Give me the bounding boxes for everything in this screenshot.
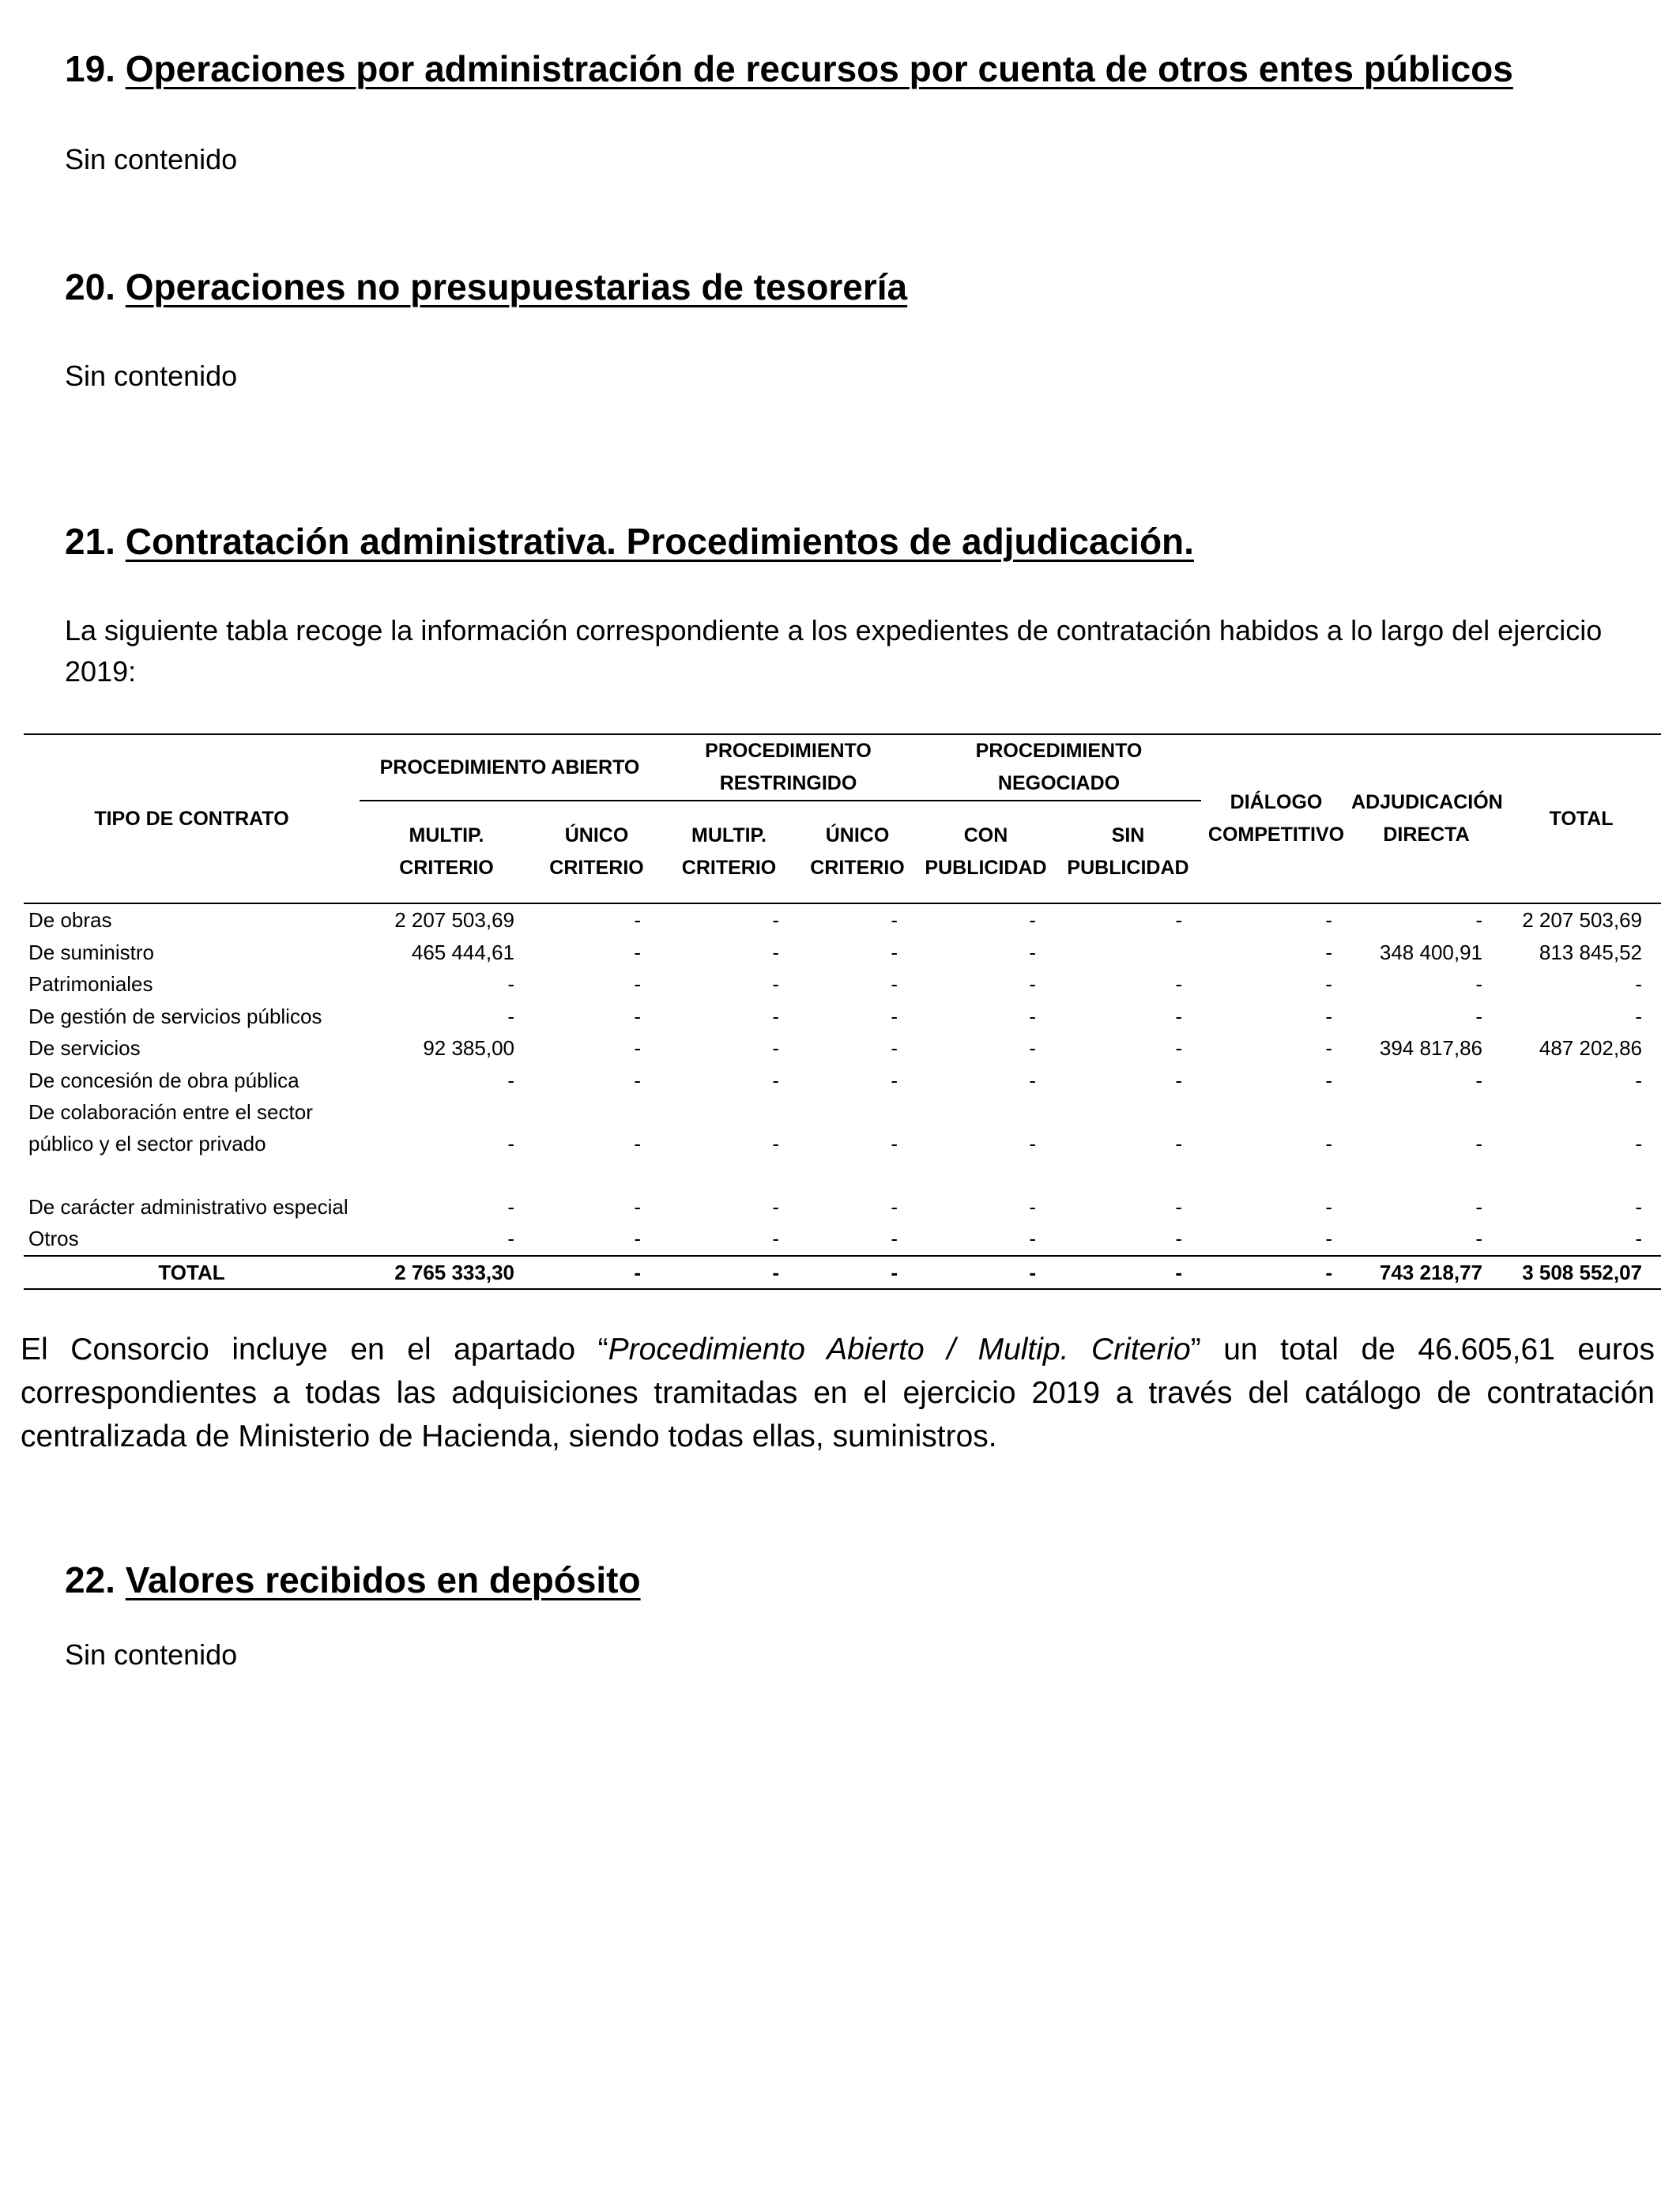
cell-abierto-multip: - — [507, 1132, 514, 1155]
note-text-after: ” un total de 46.605,61 euros correspondientes a todas las adquisiciones tramitadas en el ejercicio 2019 a través del catálogo de contratación centralizada de Ministerio de Hacienda, siendo todas ellas, suministros. — [21, 1333, 1655, 1453]
row-label: Otros — [28, 1227, 79, 1251]
cell-restringido-multip: - — [772, 908, 779, 933]
section-20-number: 20. — [65, 266, 115, 307]
cell-negociado-con-publicidad: - — [1029, 940, 1036, 964]
row-label: De suministro — [28, 940, 154, 964]
cell-negociado-con-publicidad: - — [1029, 1132, 1036, 1155]
section-19-body: Sin contenido — [65, 143, 238, 175]
subheader-abierto-unico: ÚNICO CRITERIO — [533, 801, 660, 903]
total-cell-negociado-con-publicidad: - — [917, 1256, 1055, 1289]
row-label: De gestión de servicios públicos — [28, 1004, 322, 1028]
cell-abierto-unico: - — [634, 908, 641, 933]
cell-restringido-unico: - — [891, 940, 898, 964]
table-row — [24, 1096, 1661, 1159]
note-text-italic: Procedimiento Abierto / Multip. Criterio — [608, 1333, 1191, 1367]
cell-total: - — [1635, 1132, 1643, 1155]
section-21-title: Contratación administrativa. Procedimientos de adjudicación. — [125, 521, 1194, 562]
cell-negociado-con-publicidad: - — [1029, 1004, 1036, 1028]
cell-abierto-unico: - — [634, 940, 641, 964]
cell-abierto-unico: - — [634, 1004, 641, 1028]
section-19-number: 19. — [65, 48, 115, 89]
contracts-table — [24, 733, 1661, 1290]
cell-negociado-sin-publicidad: - — [1175, 1195, 1183, 1219]
cell-adjudicacion-directa: - — [1475, 1004, 1483, 1028]
cell-abierto-unico: - — [634, 1036, 641, 1061]
row-label: De concesión de obra pública — [28, 1068, 299, 1092]
cell-restringido-unico: - — [891, 1132, 898, 1155]
total-row — [24, 1256, 1661, 1289]
cell-abierto-multip: 465 444,61 — [411, 940, 514, 964]
cell-total: 487 202,86 — [1539, 1036, 1643, 1061]
cell-restringido-unico: - — [891, 1004, 898, 1028]
note-text-before: El Consorcio incluye en el apartado “ — [21, 1333, 608, 1367]
cell-restringido-multip: - — [772, 972, 779, 997]
section-21-intro: La siguiente tabla recoge la información correspondiente a los expedientes de contratación habidos a lo largo del ejercicio 2019: — [65, 614, 1603, 688]
subheader-restringido-unico: ÚNICO CRITERIO — [798, 801, 917, 903]
total-cell-total: 3 508 552,07 — [1501, 1256, 1661, 1289]
cell-adjudicacion-directa: - — [1475, 972, 1483, 997]
cell-dialogo-competitivo: - — [1325, 1004, 1333, 1028]
cell-restringido-multip: - — [772, 1195, 779, 1219]
header-adjudicacion-directa: ADJUDICACIÓN DIRECTA — [1351, 734, 1501, 903]
cell-total: - — [1635, 1195, 1643, 1219]
cell-restringido-multip: - — [772, 1132, 779, 1155]
cell-total: - — [1635, 1068, 1643, 1092]
section-20-title: Operaciones no presupuestarias de tesorería — [125, 266, 908, 307]
cell-total: 813 845,52 — [1539, 940, 1643, 964]
cell-negociado-con-publicidad: - — [1029, 1195, 1036, 1219]
cell-negociado-sin-publicidad: - — [1175, 1132, 1183, 1155]
cell-dialogo-competitivo: - — [1325, 1068, 1333, 1092]
total-cell-restringido-multip: - — [660, 1256, 798, 1289]
cell-restringido-multip: - — [772, 1036, 779, 1061]
cell-abierto-unico: - — [634, 1132, 641, 1155]
total-cell-negociado-sin-publicidad: - — [1055, 1256, 1201, 1289]
section-20-heading — [65, 266, 907, 308]
section-22-heading — [65, 1559, 641, 1601]
cell-abierto-multip: 92 385,00 — [423, 1036, 514, 1061]
subheader-abierto-multip: MULTIP. CRITERIO — [360, 801, 533, 903]
table-row — [24, 937, 1661, 969]
cell-adjudicacion-directa: 394 817,86 — [1379, 1036, 1483, 1061]
cell-adjudicacion-directa: - — [1475, 1068, 1483, 1092]
row-label: Patrimoniales — [28, 972, 153, 997]
cell-abierto-multip: - — [507, 1227, 514, 1251]
header-procedimiento-negociado: PROCEDIMIENTO NEGOCIADO — [917, 734, 1201, 801]
section-20-body: Sin contenido — [65, 360, 238, 392]
cell-total: - — [1635, 972, 1643, 997]
cell-dialogo-competitivo: - — [1325, 940, 1333, 964]
cell-restringido-unico: - — [891, 972, 898, 997]
cell-negociado-sin-publicidad: - — [1175, 908, 1183, 933]
header-dialogo-competitivo: DIÁLOGO COMPETITIVO — [1201, 734, 1351, 903]
header-procedimiento-abierto: PROCEDIMIENTO ABIERTO — [360, 734, 660, 801]
cell-dialogo-competitivo: - — [1325, 908, 1333, 933]
subheader-negociado-con-publicidad: CON PUBLICIDAD — [917, 801, 1055, 903]
cell-negociado-sin-publicidad: - — [1175, 1004, 1183, 1028]
section-22-number: 22. — [65, 1559, 115, 1600]
header-total: TOTAL — [1501, 734, 1661, 903]
cell-adjudicacion-directa: - — [1475, 1132, 1483, 1155]
cell-restringido-unico: - — [891, 1227, 898, 1251]
cell-negociado-sin-publicidad: - — [1175, 1068, 1183, 1092]
cell-negociado-sin-publicidad: - — [1175, 1036, 1183, 1061]
table-row — [24, 1159, 1661, 1223]
cell-dialogo-competitivo: - — [1325, 972, 1333, 997]
cell-total: - — [1635, 1004, 1643, 1028]
cell-adjudicacion-directa: - — [1475, 1227, 1483, 1251]
cell-restringido-unico: - — [891, 1036, 898, 1061]
cell-adjudicacion-directa: - — [1475, 908, 1483, 933]
cell-restringido-unico: - — [891, 908, 898, 933]
cell-dialogo-competitivo: - — [1325, 1227, 1333, 1251]
total-row-label: TOTAL — [24, 1256, 360, 1289]
section-22-body: Sin contenido — [65, 1638, 238, 1671]
cell-total: 2 207 503,69 — [1522, 908, 1643, 933]
total-cell-restringido-unico: - — [798, 1256, 917, 1289]
cell-restringido-unico: - — [891, 1068, 898, 1092]
cell-abierto-multip: - — [507, 1195, 514, 1219]
cell-restringido-multip: - — [772, 1227, 779, 1251]
cell-abierto-unico: - — [634, 1227, 641, 1251]
subheader-negociado-sin-publicidad: SIN PUBLICIDAD — [1055, 801, 1201, 903]
total-cell-abierto-multip: 2 765 333,30 — [360, 1256, 533, 1289]
cell-negociado-sin-publicidad: - — [1175, 972, 1183, 997]
header-tipo-contrato: TIPO DE CONTRATO — [24, 734, 360, 903]
row-label: De colaboración entre el sector público y el sector privado — [28, 1100, 313, 1155]
cell-total: - — [1635, 1227, 1643, 1251]
total-cell-dialogo-competitivo: - — [1201, 1256, 1351, 1289]
header-procedimiento-restringido: PROCEDIMIENTO RESTRINGIDO — [660, 734, 917, 801]
section-22-title: Valores recibidos en depósito — [125, 1559, 641, 1600]
section-21-heading — [65, 520, 1194, 563]
cell-negociado-con-publicidad: - — [1029, 1227, 1036, 1251]
table-row — [24, 1223, 1661, 1256]
section-21-number: 21. — [65, 521, 115, 562]
row-label: De obras — [28, 908, 112, 933]
total-cell-abierto-unico: - — [533, 1256, 660, 1289]
cell-dialogo-competitivo: - — [1325, 1036, 1333, 1061]
cell-abierto-unico: - — [634, 972, 641, 997]
cell-abierto-multip: - — [507, 1068, 514, 1092]
section-19-title: Operaciones por administración de recursos por cuenta de otros entes públicos — [125, 48, 1513, 89]
table-row — [24, 1032, 1661, 1065]
cell-restringido-multip: - — [772, 1068, 779, 1092]
cell-abierto-unico: - — [634, 1068, 641, 1092]
row-label: De carácter administrativo especial — [28, 1195, 348, 1219]
table-row — [24, 968, 1661, 1001]
procedure-note — [21, 1328, 1655, 1458]
cell-dialogo-competitivo: - — [1325, 1132, 1333, 1155]
cell-negociado-con-publicidad: - — [1029, 908, 1036, 933]
cell-dialogo-competitivo: - — [1325, 1195, 1333, 1219]
cell-abierto-multip: - — [507, 972, 514, 997]
table-row — [24, 1001, 1661, 1033]
cell-adjudicacion-directa: 348 400,91 — [1379, 940, 1483, 964]
cell-restringido-multip: - — [772, 940, 779, 964]
cell-negociado-sin-publicidad: - — [1175, 1227, 1183, 1251]
cell-abierto-multip: 2 207 503,69 — [394, 908, 514, 933]
cell-negociado-con-publicidad: - — [1029, 1068, 1036, 1092]
cell-restringido-unico: - — [891, 1195, 898, 1219]
table-row — [24, 903, 1661, 937]
cell-adjudicacion-directa: - — [1475, 1195, 1483, 1219]
section-19-heading — [65, 47, 1513, 90]
subheader-restringido-multip: MULTIP. CRITERIO — [660, 801, 798, 903]
row-label: De servicios — [28, 1036, 141, 1061]
cell-negociado-sin-publicidad — [1055, 937, 1201, 969]
cell-negociado-con-publicidad: - — [1029, 972, 1036, 997]
cell-abierto-unico: - — [634, 1195, 641, 1219]
cell-abierto-multip: - — [507, 1004, 514, 1028]
cell-restringido-multip: - — [772, 1004, 779, 1028]
table-row — [24, 1065, 1661, 1097]
cell-negociado-con-publicidad: - — [1029, 1036, 1036, 1061]
total-cell-adjudicacion-directa: 743 218,77 — [1351, 1256, 1501, 1289]
